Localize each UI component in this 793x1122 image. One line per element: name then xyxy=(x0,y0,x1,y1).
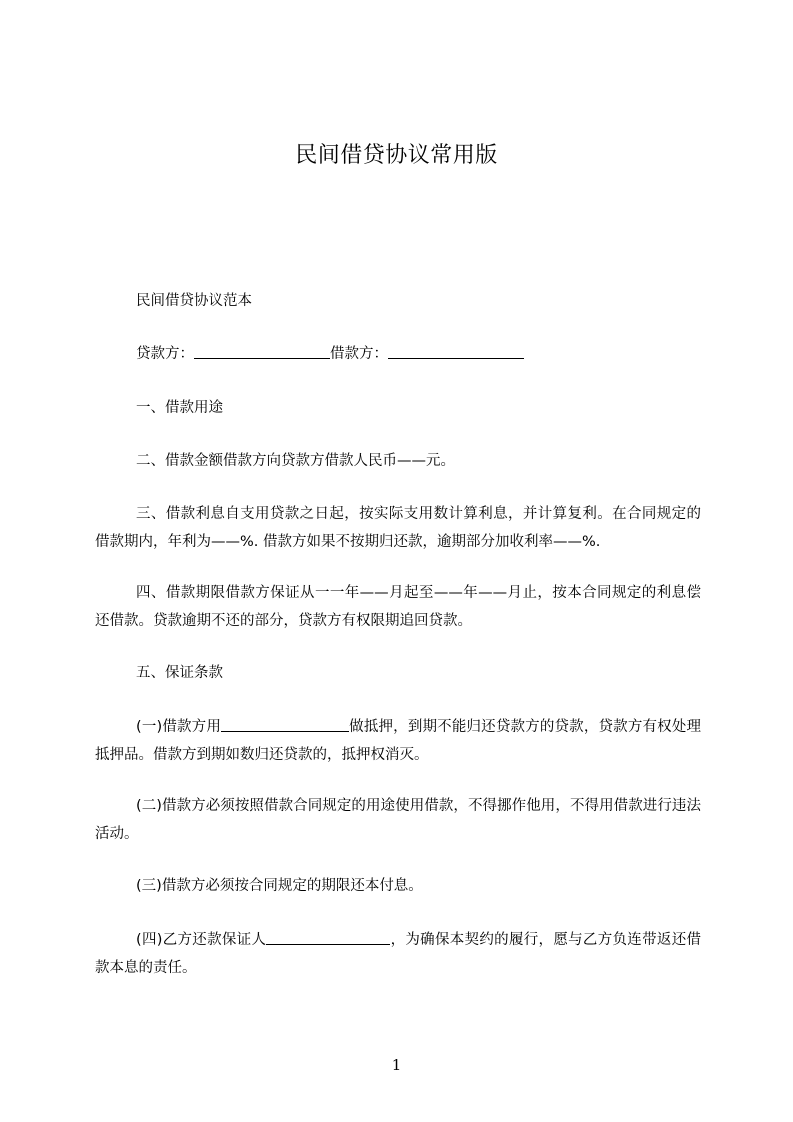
document-title: 民间借贷协议常用版 xyxy=(295,143,498,168)
clause-3-paragraph: (三)借款方必须按合同规定的期限还本付息。 xyxy=(136,878,423,894)
borrower-label: 借款方： xyxy=(330,346,388,362)
section-1-heading: 一、借款用途 xyxy=(136,400,223,416)
section-2-paragraph: 二、借款金额借款方向贷款方借款人民币——元。 xyxy=(136,453,455,469)
lender-label: 贷款方： xyxy=(136,346,194,362)
clause-4-blank xyxy=(266,930,390,945)
clause-1-text-before: (一)借款方用 xyxy=(136,719,221,735)
borrower-blank xyxy=(388,344,524,359)
clause-1-text-after: 做抵押，到期不能归还贷款方的贷款，贷款方有权处理抵押品。借款方到期如数归还贷款的，抵押权消灭。 xyxy=(95,719,701,763)
lender-blank xyxy=(194,344,330,359)
page-number: 1 xyxy=(391,1056,402,1074)
clause-4-text-after: ，为确保本契约的履行，愿与乙方负连带返还借款本息的责任。 xyxy=(95,932,701,976)
section-5-heading: 五、保证条款 xyxy=(136,665,223,681)
clause-1-paragraph xyxy=(95,713,701,769)
clause-2-paragraph: (二)借款方必须按照借款合同规定的用途使用借款，不得挪作他用，不得用借款进行违法活动。 xyxy=(95,798,701,842)
clause-1-blank xyxy=(221,717,349,732)
clause-4-text-before: (四)乙方还款保证人 xyxy=(136,932,267,948)
section-4-paragraph: 四、借款期限借款方保证从一一年——月起至——年——月止，按本合同规定的利息偿还借款。贷款逾期不还的部分，贷款方有权限期追回贷款。 xyxy=(95,585,701,629)
clause-4-paragraph xyxy=(95,926,701,982)
parties-line xyxy=(95,340,701,368)
section-3-paragraph: 三、借款利息自支用贷款之日起，按实际支用数计算利息，并计算复利。在合同规定的借款期内，年利为——%. 借款方如果不按期归还款，逾期部分加收利率——%. xyxy=(95,506,701,550)
subtitle: 民间借贷协议范本 xyxy=(136,293,252,309)
